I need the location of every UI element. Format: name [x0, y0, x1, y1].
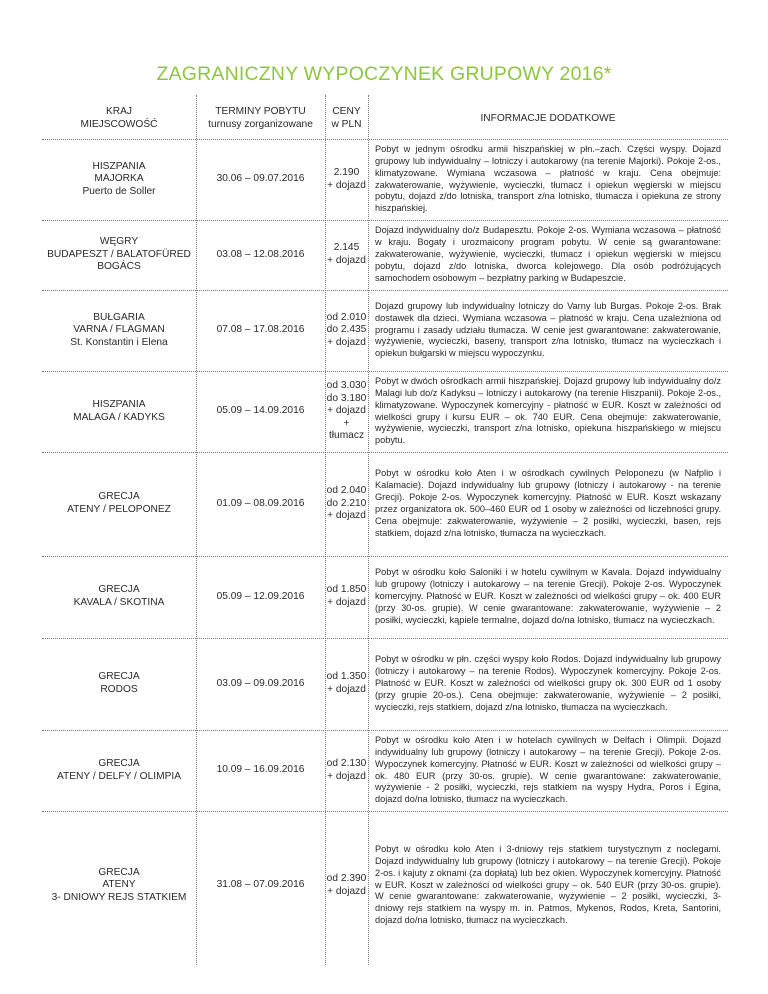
cell-price: od 3.030 do 3.180 + dojazd + tłumacz	[326, 380, 367, 442]
cell-place: WĘGRY BUDAPESZT / BALATOFÜRED BOGÁCS	[47, 236, 191, 273]
cell-dates: 07.08 – 17.08.2016	[216, 324, 305, 336]
column-separator	[368, 95, 369, 965]
cell-price: od 2.010 do 2.435 + dojazd	[326, 311, 367, 348]
cell-info: Dojazd grupowy lub indywidualny lotniczy do Varny lub Burgas. Pokoje 2-os. Brak dostawek dla dzieci. Wymiana wczasowa – płatność w kraju. Cena uzależniona od programu i zasady udziału tłumacza. W cenie jest gwarantowane: zakwaterowanie, wyżywienie, wycieczki, baseny, transport z/na lotnisko, tłumacz na wycieczkach i opiekun bułgarski w miejscu wypoczynku.	[375, 300, 721, 359]
cell-place: HISZPANIA MALAGA / KADYKS	[73, 398, 165, 423]
cell-info: Pobyt w ośrodku koło Aten i 3-dniowy rejs statkiem turystycznym z noclegami. Dojazd indywidualny lub grupowy (lotniczy i autokarowy – na terenie Grecji). Pokoje 2-os. i kajuty z oknami (za dopłatą) lub bez okien. Wypoczynek komercyjny. Płatność w EUR. Koszt w zależności od wielkości grupy – ok. 540 EUR (przy 30-os. grupie). W cenie gwarantowane: zakwaterowanie, wyżywienie – 2 posiłki, wycieczki, 3-dniowy rejs statkiem na wyspy m. in. Patmos, Mykenos, Rodos, Kreta, Santorini, dojazd do/na lotnisko, tłumacz na wycieczkach.	[375, 844, 721, 926]
cell-info: Pobyt w ośrodku koło Saloniki i w hotelu cywilnym w Kavala. Dojazd indywidualny lub grupowy (lotniczy i autokarowy – na terenie Grecji). Pokoje 2-os. Wypoczynek komercyjny. Płatność w EUR. Koszt w zależności od wielkości grupy – ok. 400 EUR (przy 30-os. grupie). W cenie gwarantowane: zakwaterowanie, wyżywienie – 2 posiłki, wycieczki, kąpiele termalne, dojazd do/na lotnisko, tłumacz na wycieczkach.	[375, 567, 721, 625]
cell-place: BUŁGARIA VARNA / FLAGMAN St. Konstantin i Elena	[70, 311, 168, 348]
cell-dates: 05.09 – 12.09.2016	[216, 590, 305, 602]
header-info: INFORMACJE DODATKOWE	[480, 112, 616, 124]
header-country: KRAJ MIEJSCOWOŚĆ	[80, 106, 158, 130]
cell-dates: 10.09 – 16.09.2016	[216, 764, 305, 776]
row-separator	[42, 730, 728, 731]
cell-place: HISZPANIA MAJORKA Puerto de Soller	[82, 160, 156, 197]
cell-dates: 30.06 – 09.07.2016	[216, 173, 305, 185]
cell-dates: 03.09 – 09.09.2016	[216, 677, 305, 689]
cell-price: od 2.130 + dojazd	[326, 757, 367, 782]
cell-info: Pobyt w ośrodku koło Aten i w hotelach cywilnych w Delfach i Olimpii. Dojazd indywidualny lub grupowy (lotniczy i autokarowy – na terenie Grecji). Pokoje 2-os. Wypoczynek komercyjny. Płatność w EUR. Koszt w zależności od wielkości grupy – ok. 480 EUR (przy 30-os. grupie). W cenie gwarantowane: zakwaterowanie, wyżywienie - 2 posiłki, wycieczki, rejs statkiem na wyspy Hydra, Poros i Egina, dojazd do/na lotnisko, tłumacz na wycieczkach.	[375, 734, 721, 805]
cell-place: GRECJA ATENY / DELFY / OLIMPIA	[57, 757, 181, 782]
row-separator	[42, 139, 728, 140]
row-separator	[42, 452, 728, 453]
header-prices: CENY w PLN	[331, 106, 362, 130]
cell-info: Pobyt w jednym ośrodku armii hiszpańskiej w płn.–zach. Części wyspy. Dojazd grupowy lub indywidualny – lotniczy i autokarowy (na terenie Majorki). Pokoje 2-os., klimatyzowane. Wymiana wczasowa – płatność w kraju. Cena obejmuje: zakwaterowanie, wyżywienie, wycieczki, tłumacz i opiekun węgierski w miejscu pobytu, dojazd z/do lotniska, transport z/na lotnisko, tłumacza i opiekuna ze strony hiszpańskiej.	[375, 143, 721, 214]
cell-place: GRECJA ATENY 3- DNIOWY REJS STATKIEM	[51, 866, 187, 903]
document-title: ZAGRANICZNY WYPOCZYNEK GRUPOWY 2016*	[156, 63, 612, 85]
row-separator	[42, 638, 728, 639]
cell-place: GRECJA KAVALA / SKOTINA	[73, 584, 165, 608]
cell-dates: 03.08 – 12.08.2016	[216, 248, 305, 260]
cell-price: od 1.850 + dojazd	[326, 584, 367, 608]
row-separator	[42, 811, 728, 812]
cell-price: 2.190 + dojazd	[327, 166, 366, 191]
cell-price: od 2.390 + dojazd	[326, 872, 367, 897]
cell-price: 2.145 + dojazd	[327, 242, 366, 266]
cell-dates: 01.09 – 08.09.2016	[216, 497, 305, 509]
cell-info: Dojazd indywidualny do/z Budapesztu. Pokoje 2-os. Wymiana wczasowa – płatność w kraju. Bogaty i urozmaicony program pobytu. W cenie są gwarantowane: zakwaterowanie, wyżywienie, wycieczki, tłumacz i opiekun węgierski w miejscu pobytu, dojazd z/do lotniska, dworca kolejowego. Dla osób podróżujących samochodem osobowym – bezpłatny parking w Budapeszcie.	[375, 225, 721, 283]
cell-info: Pobyt w ośrodku w płn. części wyspy koło Rodos. Dojazd indywidualny lub grupowy (lotniczy i autokarowy – na terenie Rodos). Wypoczynek komercyjny. Pokoje 2-os. Płatność w EUR. Koszt w zależności od wielkości grupy ok. 300 EUR od 1 osoby (przy grupie 20-os.). Cena obejmuje: zakwaterowanie, wyżywienie – 2 posiłki, wycieczki, rejs statkiem, dojazd z/na lotnisko, tłumacza na wycieczkach.	[375, 654, 721, 712]
row-separator	[42, 290, 728, 291]
row-separator	[42, 220, 728, 221]
cell-place: GRECJA RODOS	[98, 671, 140, 695]
cell-place: GRECJA ATENY / PELOPONEZ	[67, 491, 171, 515]
row-separator	[42, 371, 728, 372]
cell-info: Pobyt w ośrodku koło Aten i w ośrodkach cywilnych Peloponezu (w Nafplio i Kalamacie). Dojazd indywidualny lub grupowy (lotniczy i autokarowy - na terenie Grecji). Pokoje 2-os. Wypoczynek komercyjny. Płatność w EUR. Koszt wskazany przez organizatora ok. 500–460 EUR od 1 osoby w zależności od liczebności grupy. Cena obejmuje: zakwaterowanie, wyżywienie – 2 posiłki, wycieczki, basen, rejs statkiem, dojazd z/na lotnisko, tłumacza na wycieczkach.	[375, 468, 721, 538]
cell-dates: 05.09 – 14.09.2016	[216, 405, 305, 417]
cell-info: Pobyt w dwóch ośrodkach armii hiszpańskiej. Dojazd grupowy lub indywidualny do/z Malagi lub do/z Kadyksu – lotniczy i autokarowy (na terenie Hiszpanii). Pokoje 2-os., klimatyzowane. Wypoczynek komercyjny - płatność w EUR. Koszt w zależności od wielkości grupy i kursu EUR – ok. 740 EUR. Cena obejmuje: zakwaterowanie, wyżywienie, wycieczki, transport z/na lotnisko, opiekuna hiszpańskiego w miejscu pobytu.	[375, 375, 721, 446]
row-separator	[42, 556, 728, 557]
cell-price: od 1.350 + dojazd	[326, 671, 367, 695]
header-dates: TERMINY POBYTU turnusy zorganizowane	[208, 106, 313, 130]
cell-dates: 31.08 – 07.09.2016	[216, 879, 305, 891]
cell-price: od 2.040 do 2.210 + dojazd	[326, 485, 367, 522]
